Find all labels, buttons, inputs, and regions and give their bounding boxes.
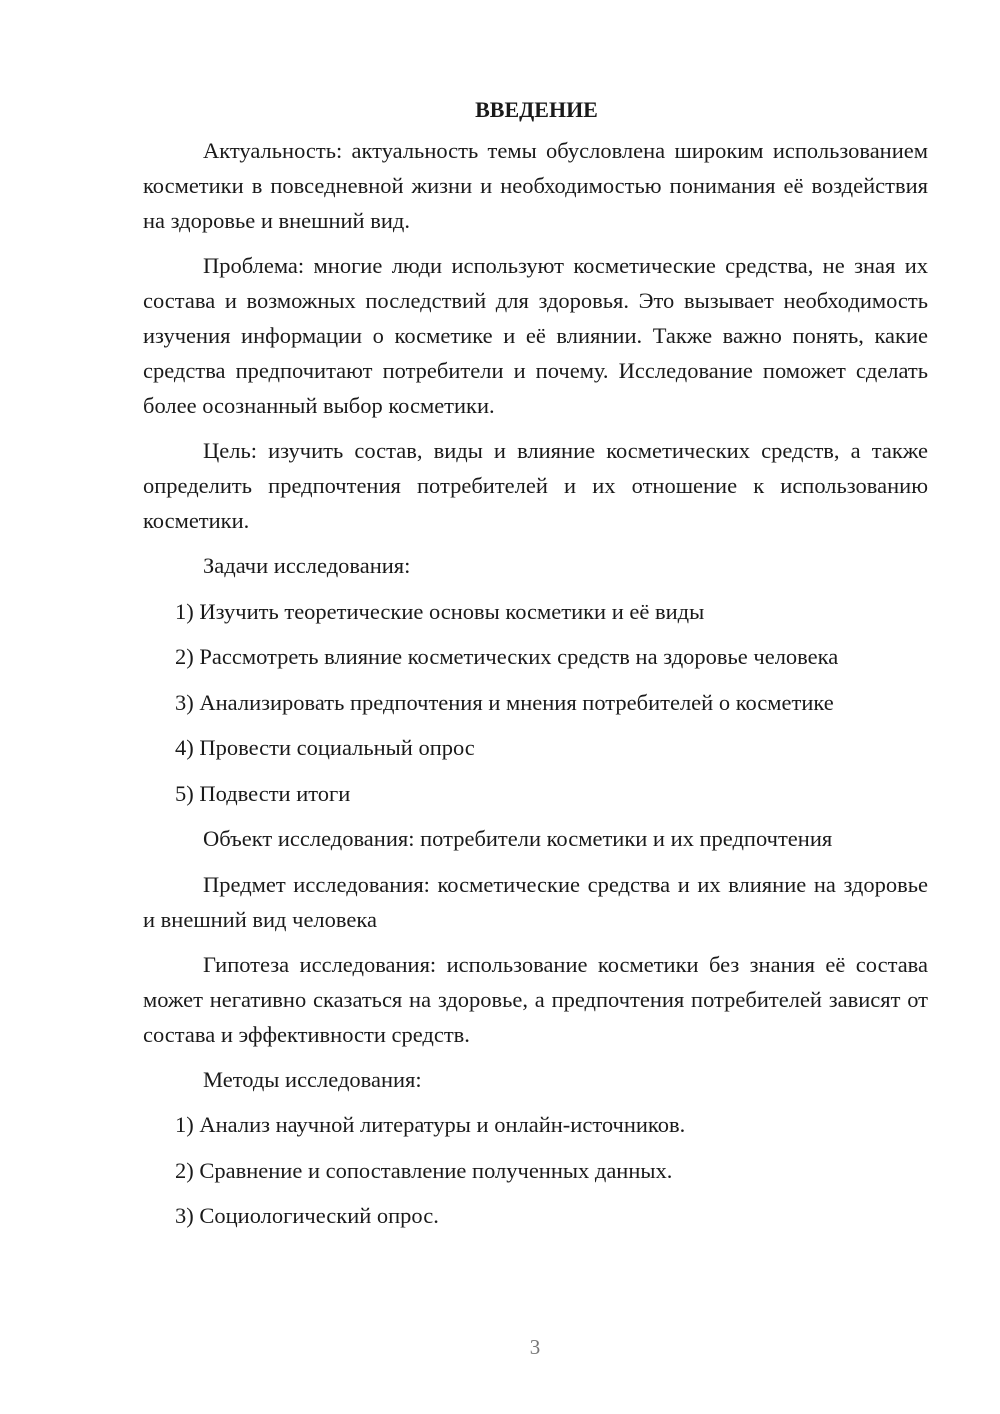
task-item: 2) Рассмотреть влияние косметических средств на здоровье человека xyxy=(175,644,839,669)
methods-heading: Методы исследования: xyxy=(203,1066,422,1092)
task-item: 5) Подвести итоги xyxy=(175,780,351,806)
goal-paragraph: Цель: изучить состав, виды и влияние косметических средств, а также определить предпочтения потребителей и их отношение к использованию косметики. xyxy=(143,438,928,533)
relevance-paragraph: Актуальность: актуальность темы обусловлена широким использованием косметики в повседневной жизни и необходимостью понимания её воздействия на здоровье и внешний вид. xyxy=(143,138,928,233)
method-item: 1) Анализ научной литературы и онлайн-источников. xyxy=(175,1112,686,1137)
subject-paragraph: Предмет исследования: косметические средства и их влияние на здоровье и внешний вид человека xyxy=(143,871,928,932)
problem-paragraph: Проблема: многие люди используют косметические средства, не зная их состава и возможных последствий для здоровья. Это вызывает необходимость изучения информации о косметике и её влиянии. Также важно понять, какие средства предпочитают потребители и почему. Исследование поможет сделать более осознанный выбор косметики. xyxy=(143,253,928,418)
page-title: ВВЕДЕНИЕ xyxy=(475,97,598,122)
document-page xyxy=(143,93,928,1244)
task-item: 3) Анализировать предпочтения и мнения потребителей о косметике xyxy=(175,689,834,715)
hypothesis-paragraph: Гипотеза исследования: использование косметики без знания её состава может негативно сказаться на здоровье, а предпочтения потребителей зависят от состава и эффективности средств. xyxy=(143,951,928,1047)
method-item: 3) Социологический опрос. xyxy=(175,1203,439,1228)
task-item: 1) Изучить теоретические основы косметики и её виды xyxy=(175,598,705,624)
object-line: Объект исследования: потребители косметики и их предпочтения xyxy=(203,826,833,851)
tasks-heading: Задачи исследования: xyxy=(203,553,411,578)
method-item: 2) Сравнение и сопоставление полученных данных. xyxy=(175,1157,673,1183)
task-item: 4) Провести социальный опрос xyxy=(175,735,475,760)
page-number: 3 xyxy=(529,1335,541,1359)
